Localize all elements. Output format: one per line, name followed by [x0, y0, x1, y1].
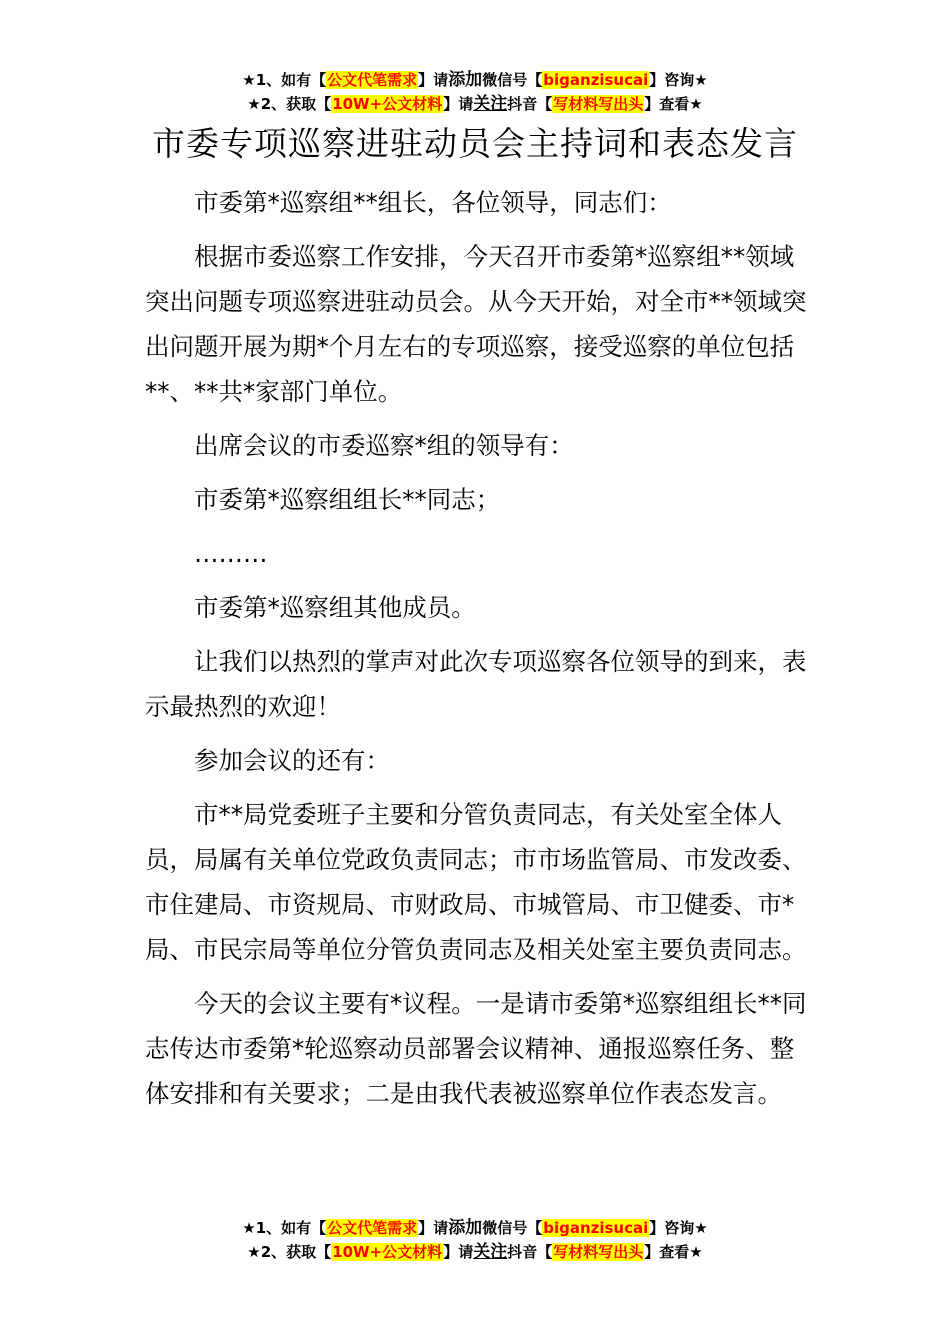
- banner-text: 】查看★: [644, 95, 703, 113]
- highlight-douyin-account: 写材料写出头: [553, 95, 644, 113]
- bottom-banner: [0, 1216, 950, 1264]
- paragraph-team-leader: 市委第*巡察组组长**同志；: [194, 485, 501, 514]
- banner-text: ★2、获取【: [247, 95, 332, 113]
- banner-text: ★1、如有【: [242, 1219, 327, 1237]
- banner-emphasis: 添加: [448, 1218, 483, 1238]
- banner-text: 微信号【: [482, 1219, 543, 1237]
- highlight-douyin-account: 写材料写出头: [553, 1243, 644, 1261]
- banner-emphasis: 关注: [473, 1242, 508, 1262]
- banner-text: 】请: [418, 1219, 449, 1237]
- paragraph-attending-leaders: 出席会议的市委巡察*组的领导有：: [194, 431, 574, 460]
- banner-emphasis: 关注: [473, 94, 508, 114]
- paragraph-attendees-list: 市**局党委班子主要和分管负责同志，有关处室全体人员，局属有关单位党政负责同志；市市场监管局、市发改委、市住建局、市资规局、市财政局、市城管局、市卫健委、市*局、市民宗局等单位分管负责同志及相关处室主要负责同志。: [145, 800, 807, 964]
- banner-text: 】咨询★: [649, 1219, 708, 1237]
- highlight-ghostwriting: 公文代笔需求: [327, 1219, 418, 1237]
- banner-text: 】请: [418, 71, 449, 89]
- banner-text: ★1、如有【: [242, 71, 327, 89]
- banner-emphasis: 添加: [448, 70, 483, 90]
- highlight-materials: 10W+公文材料: [332, 95, 443, 113]
- top-banner: [0, 68, 950, 116]
- highlight-materials: 10W+公文材料: [332, 1243, 443, 1261]
- document-body: [145, 180, 810, 1125]
- banner-text: 】请: [443, 95, 474, 113]
- highlight-wechat-id: biganzisucai: [543, 1219, 649, 1237]
- paragraph-ellipsis: ………: [194, 539, 268, 568]
- paragraph-agenda: 今天的会议主要有*议程。一是请市委第*巡察组组长**同志传达市委第*轮巡察动员部署会议精神、通报巡察任务、整体安排和有关要求；二是由我代表被巡察单位作表态发言。: [145, 989, 807, 1108]
- highlight-wechat-id: biganzisucai: [543, 71, 649, 89]
- banner-text: 】咨询★: [649, 71, 708, 89]
- bottom-banner-line-1: [0, 1216, 950, 1240]
- bottom-banner-line-2: [0, 1240, 950, 1264]
- paragraph-other-members: 市委第*巡察组其他成员。: [194, 593, 476, 622]
- top-banner-line-1: [0, 68, 950, 92]
- banner-text: 微信号【: [482, 71, 543, 89]
- banner-text: 】请: [443, 1243, 474, 1261]
- document-title: 市委专项巡察进驻动员会主持词和表态发言: [152, 124, 798, 163]
- banner-text: 】查看★: [644, 1243, 703, 1261]
- highlight-ghostwriting: 公文代笔需求: [327, 71, 418, 89]
- paragraph-salutation: 市委第*巡察组**组长，各位领导，同志们：: [194, 188, 672, 217]
- banner-text: ★2、获取【: [247, 1243, 332, 1261]
- banner-text: 抖音【: [507, 1243, 553, 1261]
- paragraph-intro: 根据市委巡察工作安排，今天召开市委第*巡察组**领域突出问题专项巡察进驻动员会。从今天开始，对全市**领域突出问题开展为期*个月左右的专项巡察，接受巡察的单位包括**、**共*家部门单位。: [145, 242, 807, 406]
- paragraph-also-attending: 参加会议的还有：: [194, 746, 390, 775]
- top-banner-line-2: [0, 92, 950, 116]
- banner-text: 抖音【: [507, 95, 553, 113]
- paragraph-welcome: 让我们以热烈的掌声对此次专项巡察各位领导的到来，表示最热烈的欢迎！: [145, 647, 807, 721]
